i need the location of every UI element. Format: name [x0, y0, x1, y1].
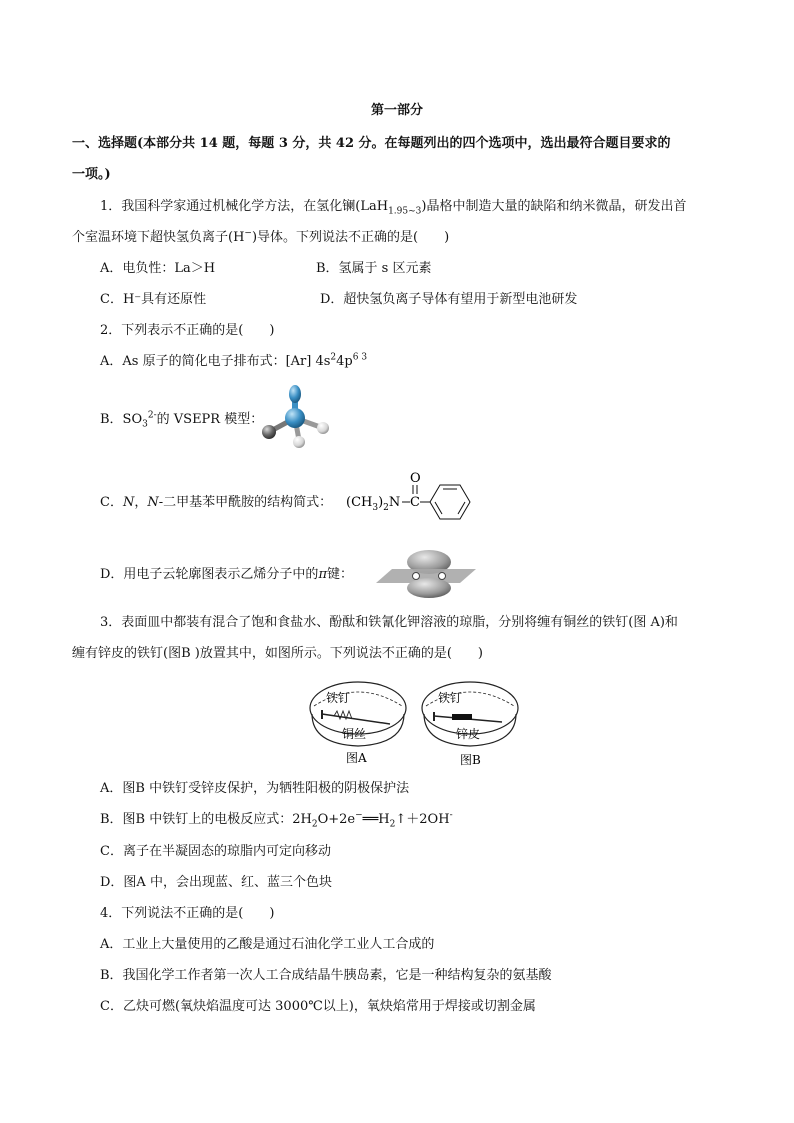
- lower-lobe: [407, 578, 451, 598]
- structure-formula-figure: [344, 470, 474, 532]
- q4-stem: 4．下列说法不正确的是( ): [100, 906, 275, 921]
- fig-a-wire-label: 铜丝: [342, 727, 367, 741]
- benzene-ring: [430, 485, 470, 519]
- q3-option-d: D．图A 中，会出现蓝、红、蓝三个色块: [100, 875, 332, 890]
- q3-option-c: C．离子在半凝固态的琼脂内可定向移动: [100, 844, 331, 859]
- q4-option-b: B．我国化学工作者第一次人工合成结晶牛胰岛素，它是一种结构复杂的氨基酸: [100, 968, 552, 983]
- q2-option-b: B．$SO_3^{2-}$的 VSEPR 模型：: [100, 410, 264, 430]
- q3-option-b: B．图B 中铁钉上的电极反应式：$2H_2O+2e^-══H_2↑+2OH^-$: [100, 810, 453, 830]
- q2-option-a: A．As 原子的简化电子排布式：[Ar] $4s^24p^{6 3}$: [100, 352, 368, 369]
- vsepr-model-figure: [255, 382, 335, 454]
- q3-stem-line1: 3．表面皿中都装有混合了饱和食盐水、酚酞和铁氰化钾溶液的琼脂，分别将缠有铜丝的铁钉(图 A)和: [100, 615, 678, 630]
- fig-b-nail-label: 铁钉: [438, 691, 463, 705]
- zinc-strip: [452, 714, 472, 720]
- central-atom: [285, 408, 305, 428]
- atom-left: [262, 425, 276, 439]
- fig-a-nail-label: 铁钉: [326, 691, 351, 705]
- q1-option-d: D．超快氢负离子导体有望用于新型电池研发: [320, 292, 578, 307]
- q2-stem: 2．下列表示不正确的是( ): [100, 323, 275, 338]
- watch-glass-figure: [304, 672, 524, 772]
- q2-option-d: D．用电子云轮廓图表示乙烯分子中的π键：: [100, 567, 353, 582]
- section-header-line2: 一项。): [72, 167, 111, 182]
- q4-option-c: C．乙炔可燃(氧炔焰温度可达 3000℃以上)，氧炔焰常用于焊接或切割金属: [100, 999, 536, 1014]
- carbon-atom-right: [439, 573, 446, 580]
- carbonyl-oxygen: O: [410, 471, 421, 486]
- q1-stem-line1: 1．我国科学家通过机械化学方法，在氢化镧(LaH$_{1.95\sim 3}$)晶格中制造大量的缺陷和纳米微晶，研发出首: [100, 199, 687, 217]
- carbonyl-carbon: C: [410, 495, 420, 510]
- nail-a: [322, 714, 390, 724]
- dish-a: [310, 682, 406, 765]
- q3-stem-line2: 缠有锌皮的铁钉(图B )放置其中，如图所示。下列说法不正确的是( ): [72, 646, 483, 661]
- carbon-atom-left: [413, 573, 420, 580]
- q1-option-b: B．氢属于 s 区元素: [316, 261, 432, 276]
- q3-option-a: A．图B 中铁钉受锌皮保护，为牺牲阳极的阴极保护法: [100, 781, 410, 796]
- struct-group-text: $(CH_3)_2N$: [346, 495, 401, 513]
- fig-a-caption: 图A: [346, 751, 367, 765]
- pi-bond-cloud-figure: [372, 548, 482, 600]
- q1-stem-line2: 个室温环境下超快氢负离子(H−)导体。下列说法不正确的是( ): [72, 228, 450, 245]
- dish-b: [422, 682, 518, 767]
- atom-bottom: [293, 436, 305, 448]
- page-title: 第一部分: [370, 103, 423, 118]
- fig-b-caption: 图B: [460, 753, 481, 767]
- q4-option-a: A．工业上大量使用的乙酸是通过石油化学工业人工合成的: [100, 937, 435, 952]
- q1-option-a: A．电负性：La＞H: [100, 261, 216, 276]
- lone-pair-lobe: [289, 385, 301, 403]
- atom-right: [317, 422, 329, 434]
- section-header-line1: 一、选择题(本部分共 14 题，每题 3 分，共 42 分。在每题列出的四个选项中，选出最符合题目要求的: [72, 136, 671, 151]
- fig-b-zinc-label: 锌皮: [456, 727, 481, 741]
- q2-option-c: C．N，N-二甲基苯甲酰胺的结构简式：: [100, 495, 333, 510]
- q1-option-c: C．H⁻具有还原性: [100, 292, 207, 307]
